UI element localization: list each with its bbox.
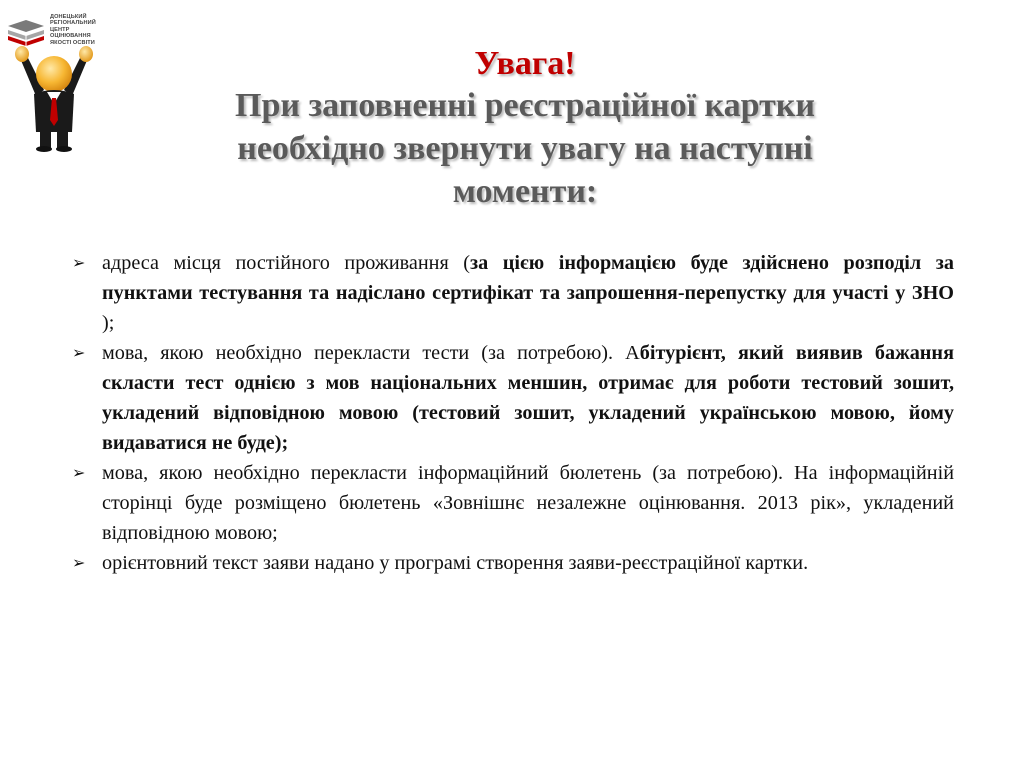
logo-text (50, 14, 106, 46)
bullet-list (70, 248, 954, 578)
list-item (70, 248, 954, 338)
bullet-bold-text: за цією інформацією буде здійснено розподіл за пунктами тестування та надіслано сертифікат та запрошення-перепустку для участі у ЗНО (102, 252, 954, 304)
logo-line: ОЦІНЮВАННЯ (50, 33, 91, 40)
logo-line: РЕГІОНАЛЬНИЙ (50, 20, 96, 27)
logo (6, 14, 98, 48)
arrowhead-bullet-icon: ➢ (72, 463, 86, 482)
cheering-man-icon (10, 44, 98, 152)
bullet-text: орієнтовний текст заяви надано у програмі створення заяви-реєстраційної картки. (102, 552, 809, 574)
logo-line: ЦЕНТР (50, 26, 70, 33)
title-line-3: моменти: (452, 173, 598, 210)
list-item (70, 548, 954, 578)
title-line-1: При заповненні реєстраційної картки (235, 87, 815, 124)
title-accent: Увага! (474, 45, 576, 82)
bullet-text: адреса місця постійного проживання ( (102, 252, 471, 274)
bullet-text: мова, якою необхідно перекласти тести (за потребою). А (102, 342, 640, 364)
bullet-text-tail: ); (102, 312, 115, 334)
logo-line: ЯКОСТІ ОСВІТИ (50, 39, 95, 46)
arrowhead-bullet-icon: ➢ (72, 343, 86, 362)
arrowhead-bullet-icon: ➢ (72, 553, 86, 572)
title-line-2: необхідно звернути увагу на наступні (237, 130, 813, 167)
list-item (70, 338, 954, 458)
slide-title (150, 44, 900, 213)
list-item (70, 458, 954, 548)
arrowhead-bullet-icon: ➢ (72, 253, 86, 272)
logo-line: ДОНЕЦЬКИЙ (50, 14, 87, 20)
bullet-bold-text: бітурієнт, який виявив бажання скласти тест однією з мов національних меншин, отримає для роботи тестовий зошит, укладений відповідною мовою (тестовий зошит, укладений українською мовою, йому видаватися не буде); (102, 342, 954, 454)
bullet-text: мова, якою необхідно перекласти інформаційний бюлетень (за потребою). На інформаційній сторінці буде розміщено бюлетень «Зовнішнє незалежне оцінювання. 2013 рік», укладений відповідною мовою; (102, 462, 954, 544)
